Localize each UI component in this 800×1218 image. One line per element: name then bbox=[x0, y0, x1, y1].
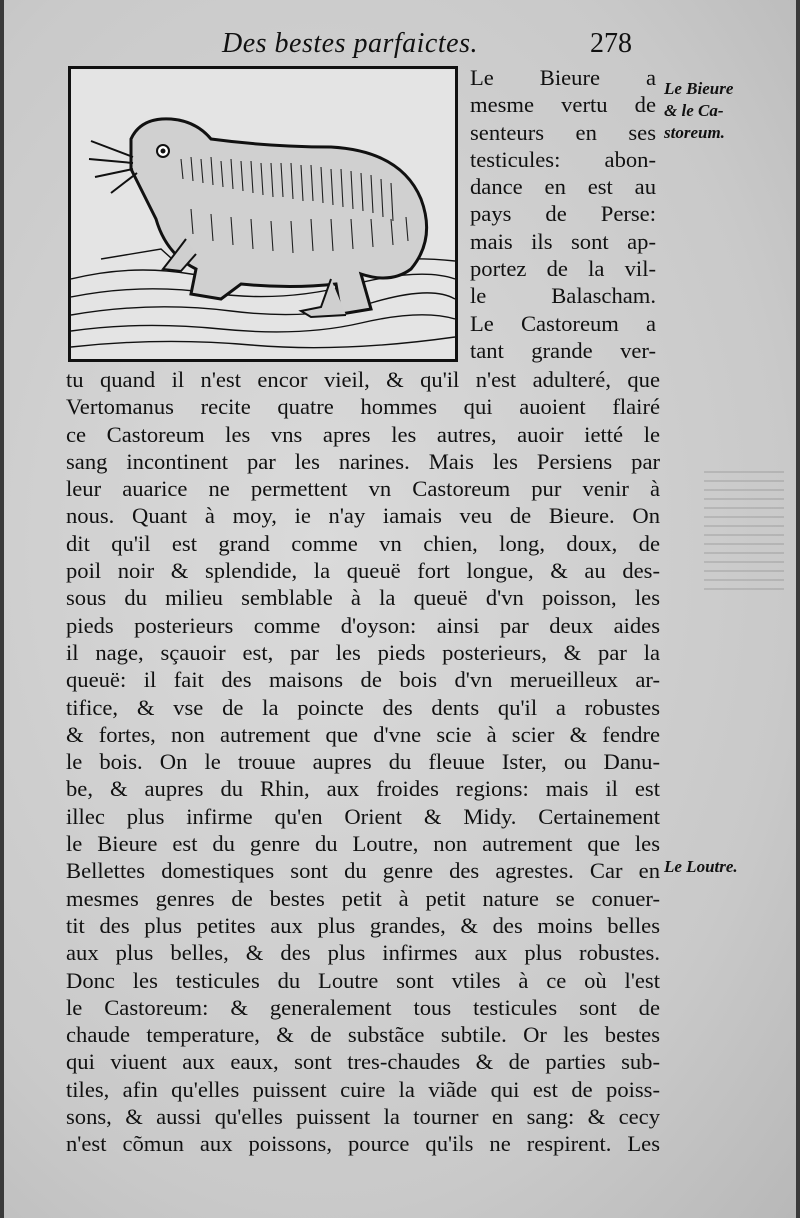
text-line: aux plus belles, & des plus infirmes aux plus robustes. bbox=[66, 940, 660, 966]
text-line: Bellettes domestiques sont du genre des agrestes. Car en bbox=[66, 858, 660, 884]
text-line: sons, & aussi qu'elles puissent la tourner en sang: & cecy bbox=[66, 1104, 660, 1130]
text-line: nous. Quant à moy, ie n'ay iamais veu de Bieure. On bbox=[66, 503, 660, 529]
text-line: n'est cõmun aux poissons, pource qu'ils ne respirent. Les bbox=[66, 1131, 660, 1157]
text-line: mesmes genres de bestes petit à petit nature se conuer- bbox=[66, 885, 660, 911]
text-line: mesme vertu de bbox=[470, 92, 656, 118]
text-line: dit qu'il est grand comme vn chien, long, doux, de bbox=[66, 530, 660, 556]
text-line: Le Bieure a bbox=[470, 65, 656, 90]
text-line: le bois. On le trouue aupres du fleuue Ister, ou Danu- bbox=[66, 749, 660, 775]
text-line: le Balascham. bbox=[470, 283, 656, 309]
text-line: mais ils sont ap- bbox=[470, 228, 656, 254]
text-line: tu quand il n'est encor vieil, & qu'il n'est adulteré, que bbox=[66, 367, 660, 392]
margin-note-line: Le Bieure bbox=[664, 79, 734, 98]
text-line: tant grande ver- bbox=[470, 337, 656, 363]
text-line: il nage, sçauoir est, par les pieds posterieurs, & par la bbox=[66, 639, 660, 665]
text-line: Donc les testicules du Loutre sont vtiles à ce où l'est bbox=[66, 967, 660, 993]
text-line: illec plus infirme qu'en Orient & Midy. Certainement bbox=[66, 803, 660, 829]
book-page bbox=[4, 0, 796, 1218]
text-line: testicules: abon- bbox=[470, 146, 656, 172]
text-beside-illustration bbox=[470, 64, 656, 364]
margin-note-line: & le Ca- bbox=[664, 101, 724, 120]
text-line: qui viuent aux eaux, sont tres-chaudes & de parties sub- bbox=[66, 1049, 660, 1075]
text-line: sang incontinent par les narines. Mais les Persiens par bbox=[66, 448, 660, 474]
text-line: le Castoreum: & generalement tous testicules sont de bbox=[66, 994, 660, 1020]
margin-note-otter bbox=[664, 856, 784, 878]
text-line: leur auarice ne permettent vn Castoreum pur venir à bbox=[66, 476, 660, 502]
margin-note-line: storeum. bbox=[664, 123, 725, 142]
text-line: portez de la vil- bbox=[470, 256, 656, 282]
text-line: pays de Perse: bbox=[470, 201, 656, 227]
page-number: 278 bbox=[590, 28, 632, 59]
text-line: tit des plus petites aux plus grandes, & des moins belles bbox=[66, 912, 660, 938]
text-line: le Bieure est du genre du Loutre, non autrement que les bbox=[66, 831, 660, 857]
text-line: sous du milieu semblable à la queuë d'vn poisson, les bbox=[66, 585, 660, 611]
text-line: dance en est au bbox=[470, 174, 656, 200]
body-text bbox=[66, 366, 660, 1158]
text-line: senteurs en ses bbox=[470, 119, 656, 145]
text-line: tiles, afin qu'elles puissent cuire la viãde qui est de poiss- bbox=[66, 1076, 660, 1102]
text-line: queuë: il fait des maisons de bois d'vn merueilleux ar- bbox=[66, 667, 660, 693]
beaver-woodcut-illustration bbox=[68, 66, 458, 362]
text-line: chaude temperature, & de substãce subtile. Or les bestes bbox=[66, 1022, 660, 1048]
running-title: Des bestes parfaictes. bbox=[222, 28, 478, 59]
margin-note-line: Le Loutre. bbox=[664, 857, 738, 876]
text-line: & fortes, non autrement que d'vne scie à scier & fendre bbox=[66, 721, 660, 747]
text-line: ce Castoreum les vns apres les autres, auoir ietté le bbox=[66, 421, 660, 447]
text-line: Le Castoreum a bbox=[470, 310, 656, 336]
text-line: poil noir & splendide, la queuë fort longue, & au des- bbox=[66, 558, 660, 584]
text-line: be, & aupres du Rhin, aux froides regions: mais il est bbox=[66, 776, 660, 802]
show-through-texture bbox=[704, 470, 784, 590]
text-line: pieds posterieurs comme d'oyson: ainsi par deux aides bbox=[66, 612, 660, 638]
margin-note-beaver bbox=[664, 78, 784, 144]
text-line: Vertomanus recite quatre hommes qui auoient flairé bbox=[66, 394, 660, 420]
text-line: tifice, & vse de la poincte des dents qu'il a robustes bbox=[66, 694, 660, 720]
beaver-woodcut-image bbox=[71, 69, 455, 359]
